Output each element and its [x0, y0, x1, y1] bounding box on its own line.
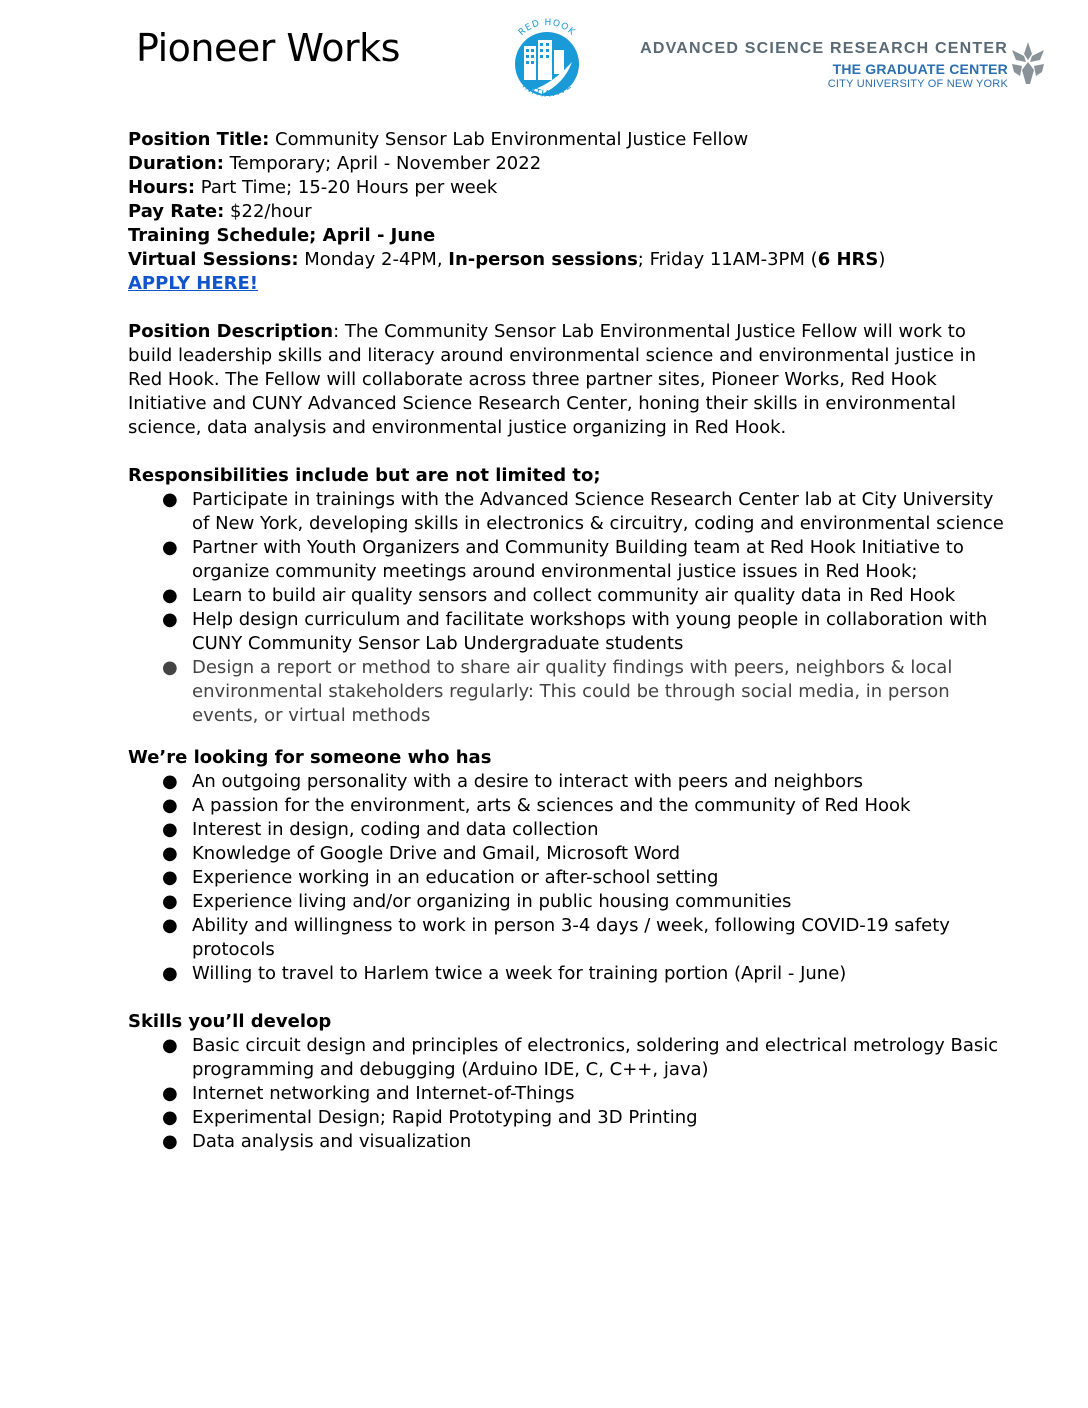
- list-item: ● Experimental Design; Rapid Prototyping and 3D Printing: [162, 1107, 698, 1128]
- hours-line: Hours: Part Time; 15-20 Hours per week: [128, 177, 498, 198]
- bullet-icon: ●: [162, 819, 178, 840]
- looking-for-heading: We’re looking for someone who has: [128, 747, 492, 768]
- position-description: Position Description: The Community Sensor Lab Environmental Justice Fellow will work to build leadership skills and literacy around environmental science and environmental justice in Red Hook. The Fellow will collaborate across three partner sites, Pioneer Works, Red Hook Initiative and CUNY Advanced Science Research Center, honing their skills in environmental science, data analysis and environmental justice organizing in Red Hook.: [128, 321, 977, 438]
- bullet-icon: ●: [162, 1035, 178, 1056]
- bullet-icon: ●: [162, 609, 178, 630]
- apply-link[interactable]: APPLY HERE!: [128, 273, 259, 294]
- list-item: ● Interest in design, coding and data collection: [162, 819, 599, 840]
- duration-line: Duration: Temporary; April - November 2022: [128, 153, 542, 174]
- list-item: ● Data analysis and visualization: [162, 1131, 472, 1152]
- cuny-name: CITY UNIVERSITY OF NEW YORK: [827, 78, 1008, 90]
- list-item: ● Basic circuit design and principles of electronics, soldering and electrical metrology Basic programming and debugging (Arduino IDE, C, C++, java): [162, 1035, 999, 1080]
- bullet-icon: ●: [162, 915, 178, 936]
- list-item: ● Learn to build air quality sensors and collect community air quality data in Red Hook: [162, 585, 956, 606]
- bullet-icon: ●: [162, 1083, 178, 1104]
- bullet-icon: ●: [162, 843, 178, 864]
- list-item: ● Willing to travel to Harlem twice a week for training portion (April - June): [162, 963, 847, 984]
- job-posting: [128, 128, 1008, 1154]
- graduate-center-name: THE GRADUATE CENTER: [832, 61, 1008, 77]
- pioneer-works-logo: Pioneer Works: [136, 26, 400, 70]
- looking-for-list: [128, 770, 1008, 986]
- cuny-emblem-icon: [1008, 40, 1048, 86]
- bullet-icon: ●: [162, 795, 178, 816]
- responsibilities-heading: Responsibilities include but are not limited to;: [128, 465, 601, 486]
- pay-rate-line: Pay Rate: $22/hour: [128, 201, 312, 222]
- list-item: ● Participate in trainings with the Advanced Science Research Center lab at City University of New York, developing skills in electronics & circuitry, coding and environmental science: [162, 489, 1004, 534]
- asrc-logo: [640, 40, 1008, 90]
- list-item: ● Internet networking and Internet-of-Things: [162, 1083, 575, 1104]
- sessions-line: Virtual Sessions: Monday 2-4PM, In-person sessions; Friday 11AM-3PM (6 HRS): [128, 249, 886, 270]
- bullet-icon: ●: [162, 1131, 178, 1152]
- list-item: ● Partner with Youth Organizers and Community Building team at Red Hook Initiative to organize community meetings around environmental justice issues in Red Hook;: [162, 537, 964, 582]
- training-schedule-line: Training Schedule; April - June: [128, 225, 436, 246]
- list-item: ● Help design curriculum and facilitate workshops with young people in collaboration with CUNY Community Sensor Lab Undergraduate students: [162, 609, 988, 654]
- bullet-icon: ●: [162, 1107, 178, 1128]
- list-item: ● Ability and willingness to work in person 3-4 days / week, following COVID-19 safety protocols: [162, 915, 950, 960]
- bullet-icon: ●: [162, 891, 178, 912]
- responsibilities-list: [128, 488, 1008, 728]
- list-item: ● Experience living and/or organizing in public housing communities: [162, 891, 792, 912]
- list-item: ● A passion for the environment, arts & sciences and the community of Red Hook: [162, 795, 911, 816]
- position-title-line: Position Title: Community Sensor Lab Environmental Justice Fellow: [128, 129, 749, 150]
- rhi-ring-top-text: RED HOOK: [516, 17, 578, 39]
- skills-heading: Skills you’ll develop: [128, 1011, 332, 1032]
- red-hook-initiative-logo: [502, 12, 592, 114]
- bullet-icon: ●: [162, 489, 178, 510]
- list-item: ● Knowledge of Google Drive and Gmail, Microsoft Word: [162, 843, 681, 864]
- list-item: ● Experience working in an education or after-school setting: [162, 867, 719, 888]
- bullet-icon: ●: [162, 867, 178, 888]
- bullet-icon: ●: [162, 963, 178, 984]
- bullet-icon: ●: [162, 771, 178, 792]
- skills-list: [128, 1034, 1008, 1154]
- bullet-icon: ●: [162, 585, 178, 606]
- bullet-icon: ●: [162, 537, 178, 558]
- list-item: ● An outgoing personality with a desire to interact with peers and neighbors: [162, 771, 863, 792]
- list-item: ● Design a report or method to share air quality findings with peers, neighbors & local environmental stakeholders regularly: This could be through social media, in person events, or virtual methods: [162, 657, 953, 726]
- asrc-name: ADVANCED SCIENCE RESEARCH CENTER: [640, 40, 1008, 57]
- rhi-ring-bottom-text: INITIATIVE: [519, 80, 575, 100]
- bullet-icon: ●: [162, 657, 178, 678]
